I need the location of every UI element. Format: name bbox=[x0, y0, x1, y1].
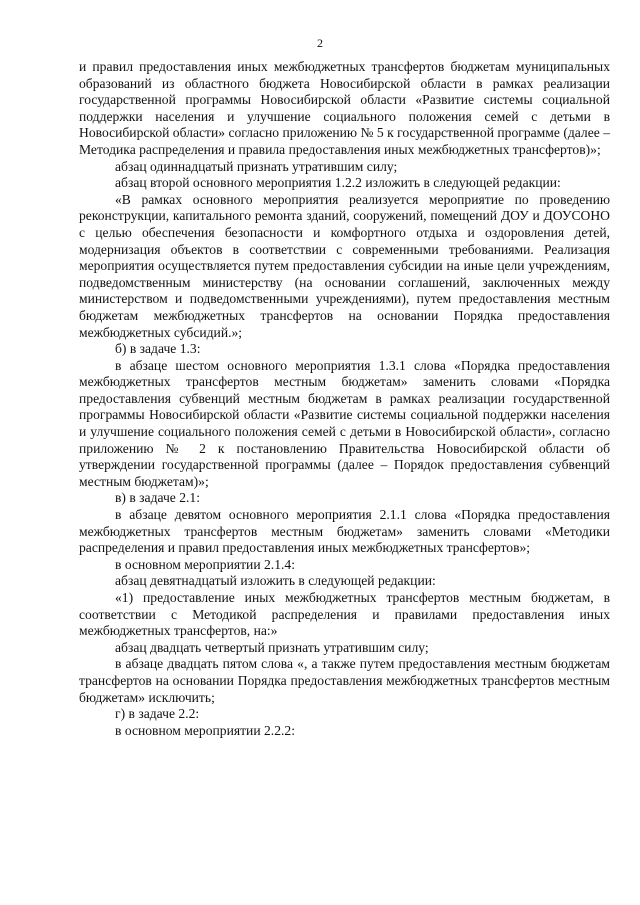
page-number: 2 bbox=[317, 36, 323, 50]
paragraph: в абзаце двадцать пятом слова «, а также путем предоставления местным бюджетам трансфертов на основании Порядка предоставления межбюджетных трансфертов местным бюджетам» исключить; bbox=[79, 656, 610, 705]
document-body bbox=[79, 59, 610, 739]
paragraph: абзац одиннадцатый признать утратившим силу; bbox=[115, 158, 398, 174]
paragraph: абзац второй основного мероприятия 1.2.2 изложить в следующей редакции: bbox=[115, 175, 561, 191]
paragraph: в абзаце девятом основного мероприятия 2.1.1 слова «Порядка предоставления межбюджетных трансфертов местным бюджетам» заменить словами «Методики распределения и правил предоставления иных межбюджетных трансфертов»; bbox=[79, 507, 610, 556]
paragraph: в абзаце шестом основного мероприятия 1.3.1 слова «Порядка предоставления межбюджетных трансфертов местным бюджетам» заменить словами «Порядка предоставления субвенций местным бюджетам в рамках реализации государственной программы Новосибирской области «Развитие системы социальной поддержки населения и улучшение социального положения семей с детьми в Новосибирской области», согласно приложению № 2 к постановлению Правительства Новосибирской области об утверждении государственной программы (далее – Порядок предоставления субвенций местным бюджетам)»; bbox=[79, 357, 610, 489]
paragraph: «1) предоставление иных межбюджетных трансфертов местным бюджетам, в соответствии с Методикой распределения и правилами предоставления иных межбюджетных трансфертов, на:» bbox=[79, 590, 610, 639]
paragraph: в основном мероприятии 2.1.4: bbox=[115, 556, 295, 572]
paragraph: г) в задаче 2.2: bbox=[115, 706, 200, 722]
paragraph: абзац двадцать четвертый признать утратившим силу; bbox=[115, 639, 429, 655]
paragraph: и правил предоставления иных межбюджетных трансфертов бюджетам муниципальных образований из областного бюджета Новосибирской области в рамках реализации государственной программы Новосибирской области «Развитие системы социальной поддержки населения и улучшение социального положения семей с детьми в Новосибирской области» согласно приложению № 5 к государственной программе (далее – Методика распределения и правила предоставления иных межбюджетных трансфертов)»; bbox=[79, 59, 610, 157]
paragraph: «В рамках основного мероприятия реализуется мероприятие по проведению реконструкции, капитального ремонта зданий, сооружений, помещений ДОУ и ДОУСОНО с целью обеспечения безопасности и комфортного отдыха и оздоровления детей, модернизация объектов в соответствии с современными требованиями. Реализация мероприятия осуществляется путем предоставления субсидии на иные цели учреждениям, подведомственным министерству (на основании соглашений, заключенных между министерством и подведомственными учреждениями), путем предоставления местным бюджетам межбюджетных трансфертов на основании Порядка предоставления межбюджетных субсидий.»; bbox=[79, 191, 610, 340]
paragraph: в) в задаче 2.1: bbox=[115, 490, 201, 506]
paragraph: б) в задаче 1.3: bbox=[115, 341, 201, 357]
paragraph: в основном мероприятии 2.2.2: bbox=[115, 722, 295, 738]
paragraph: абзац девятнадцатый изложить в следующей редакции: bbox=[115, 573, 436, 589]
